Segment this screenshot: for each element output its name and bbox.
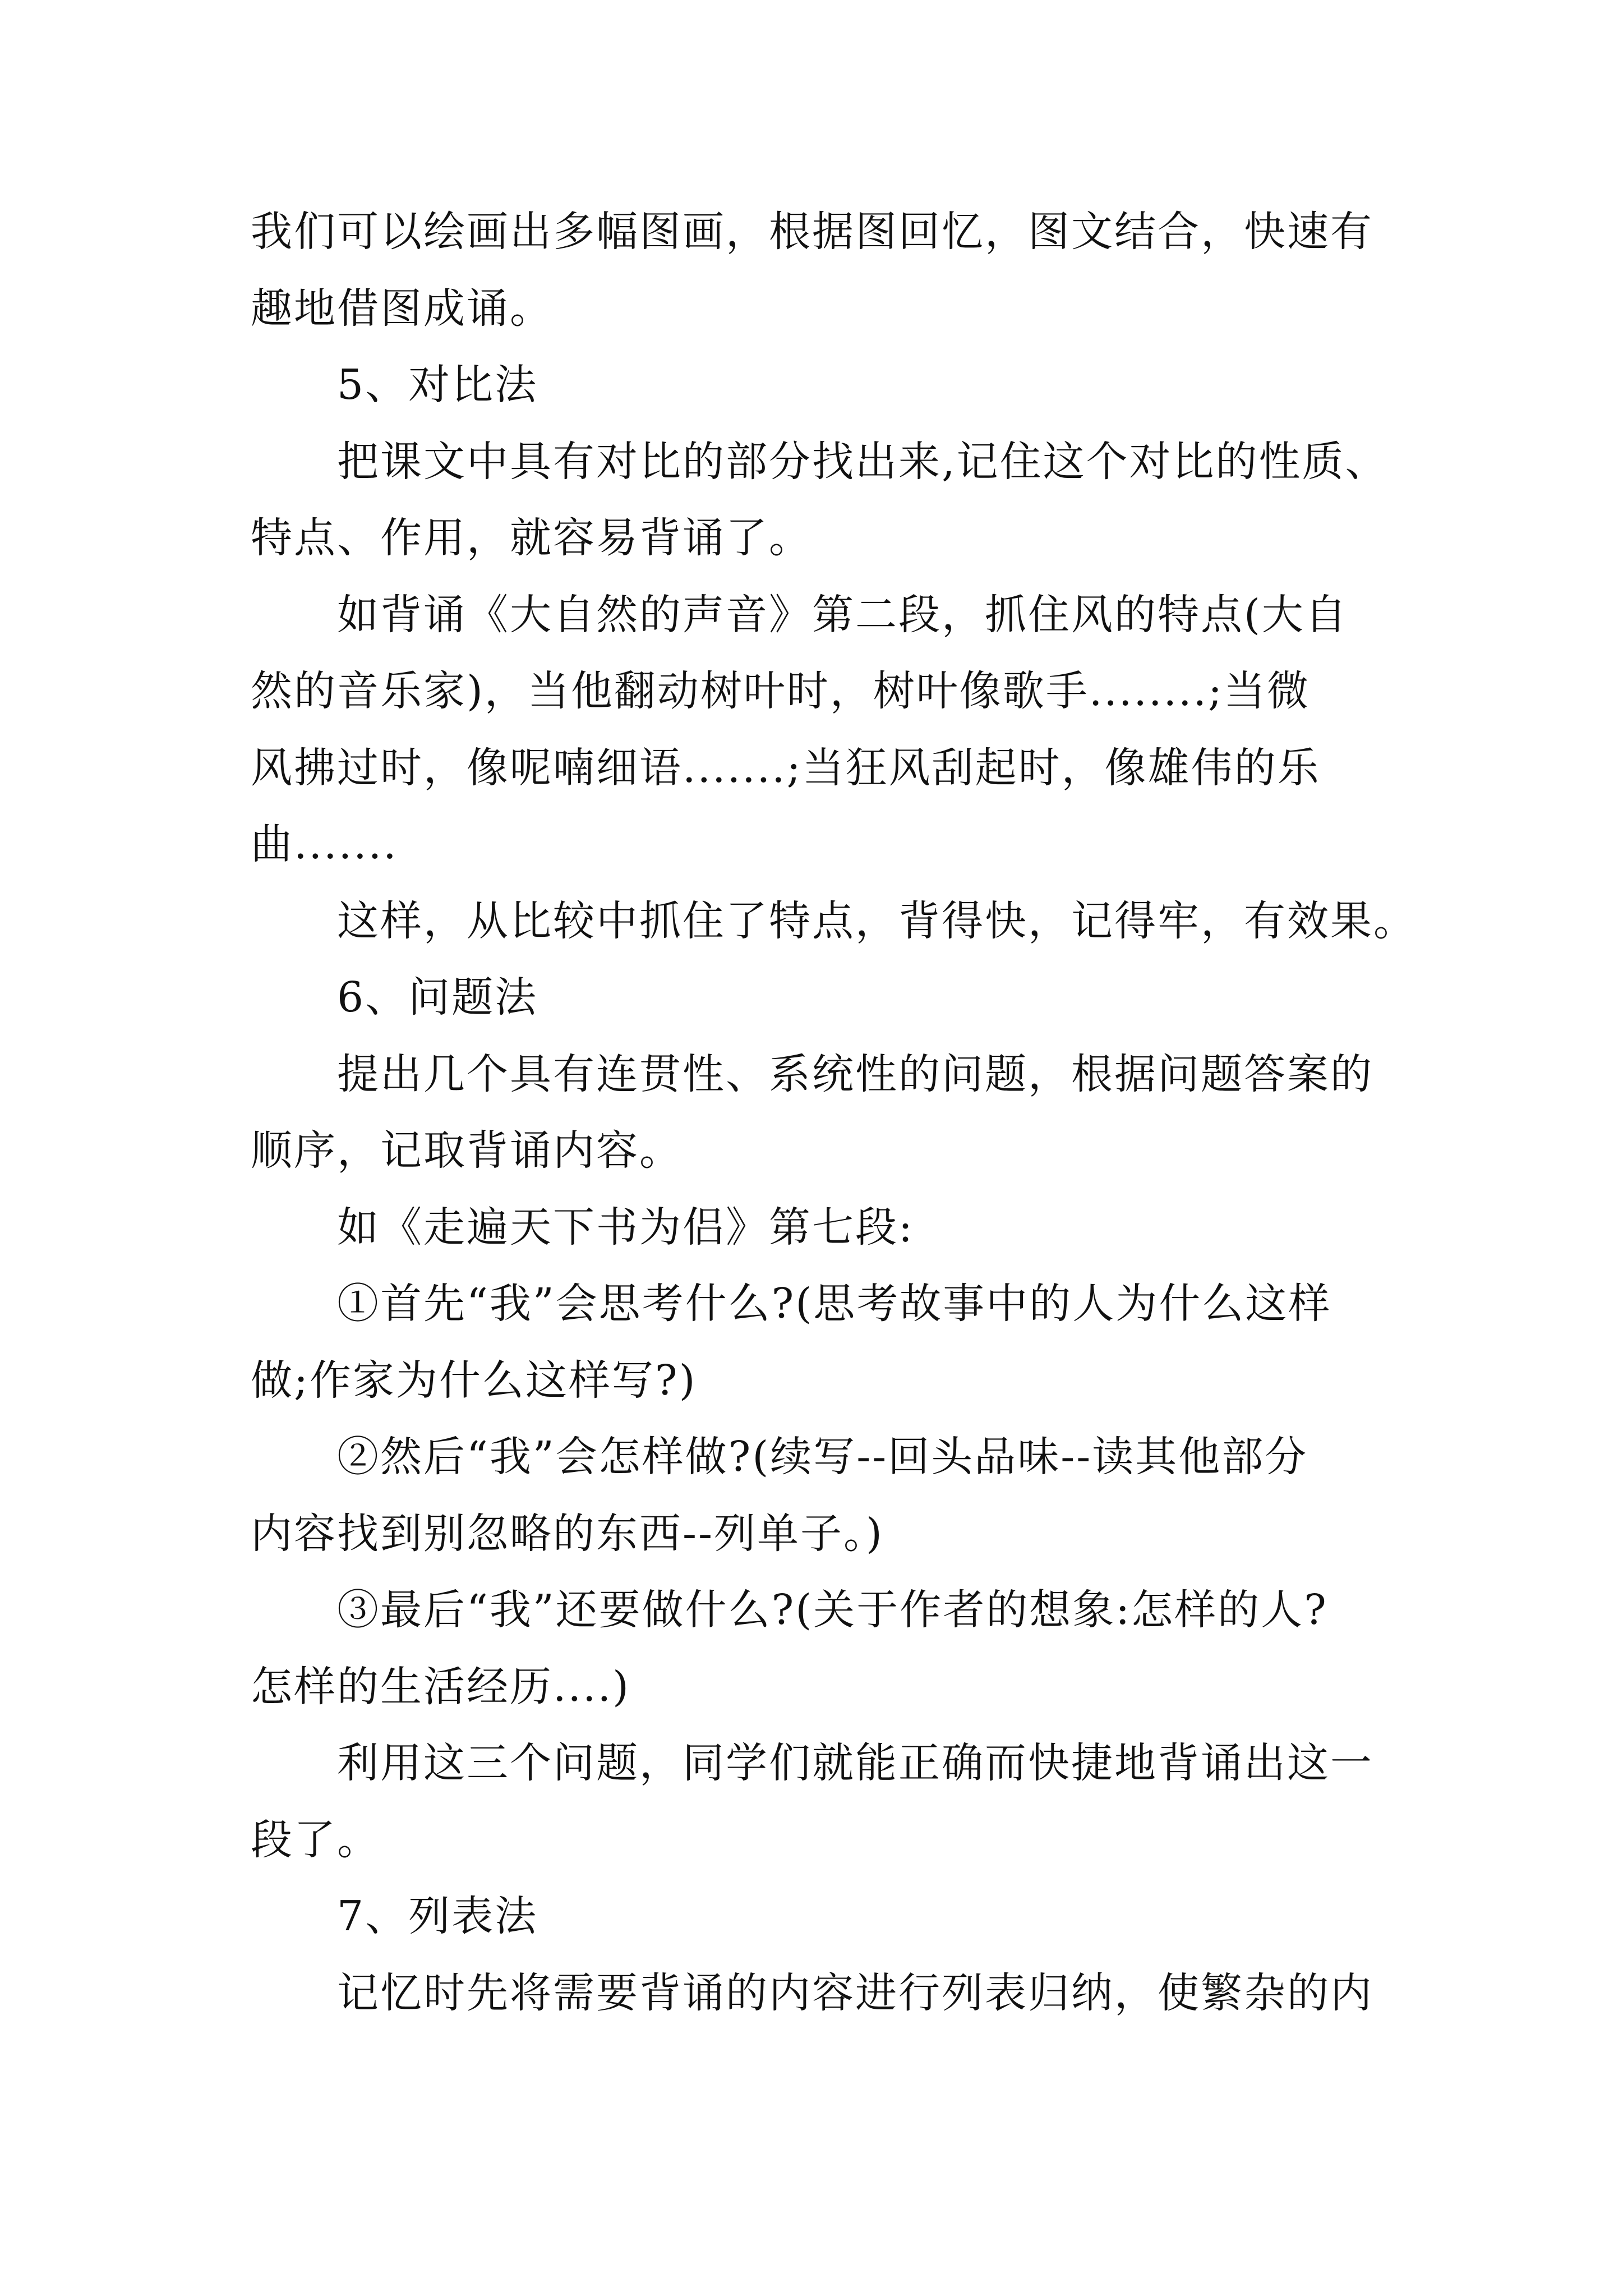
paragraph-line: ②然后“我”会怎样做?(续写--回头品味--读其他部分 bbox=[337, 1433, 1308, 1481]
paragraph-line: 利用这三个问题，同学们就能正确而快捷地背诵出这一 bbox=[337, 1739, 1373, 1787]
paragraph-line: 如《走遍天下书为侣》第七段: bbox=[337, 1203, 914, 1251]
paragraph-line: 内容找到别忽略的东西--列单子。) bbox=[251, 1510, 884, 1558]
paragraph-line: 趣地借图成诵。 bbox=[251, 284, 553, 333]
paragraph-line: 我们可以绘画出多幅图画，根据图回忆，图文结合，快速有 bbox=[251, 208, 1373, 256]
section-heading: 5、对比法 bbox=[337, 361, 538, 409]
paragraph-line: 曲....... bbox=[251, 820, 398, 868]
section-heading: 6、问题法 bbox=[337, 973, 538, 1022]
paragraph-line: ③最后“我”还要做什么?(关于作者的想象:怎样的人? bbox=[337, 1586, 1328, 1634]
paragraph-line: 顺序，记取背诵内容。 bbox=[251, 1126, 683, 1175]
paragraph-line: 如背诵《大自然的声音》第二段，抓住风的特点(大自 bbox=[337, 591, 1348, 639]
paragraph-line: 特点、作用，就容易背诵了。 bbox=[251, 514, 812, 562]
paragraph-line: 做;作家为什么这样写?) bbox=[251, 1356, 697, 1405]
paragraph-line: ①首先“我”会思考什么?(思考故事中的人为什么这样 bbox=[337, 1280, 1332, 1328]
paragraph-line: 记忆时先将需要背诵的内容进行列表归纳，使繁杂的内 bbox=[337, 1969, 1373, 2017]
paragraph-line: 这样，从比较中抓住了特点，背得快，记得牢，有效果。 bbox=[337, 897, 1417, 945]
paragraph-line: 风拂过时，像呢喃细语.......;当狂风刮起时，像雄伟的乐 bbox=[251, 744, 1321, 792]
section-heading: 7、列表法 bbox=[337, 1892, 538, 1940]
paragraph-line: 提出几个具有连贯性、系统性的问题，根据问题答案的 bbox=[337, 1050, 1373, 1098]
paragraph-line: 怎样的生活经历....) bbox=[251, 1663, 630, 1711]
paragraph-line: 把课文中具有对比的部分找出来,记住这个对比的性质、 bbox=[337, 438, 1389, 486]
paragraph-line: 然的音乐家)，当他翻动树叶时，树叶像歌手........;当微 bbox=[251, 667, 1310, 715]
paragraph-line: 段了。 bbox=[251, 1816, 380, 1864]
